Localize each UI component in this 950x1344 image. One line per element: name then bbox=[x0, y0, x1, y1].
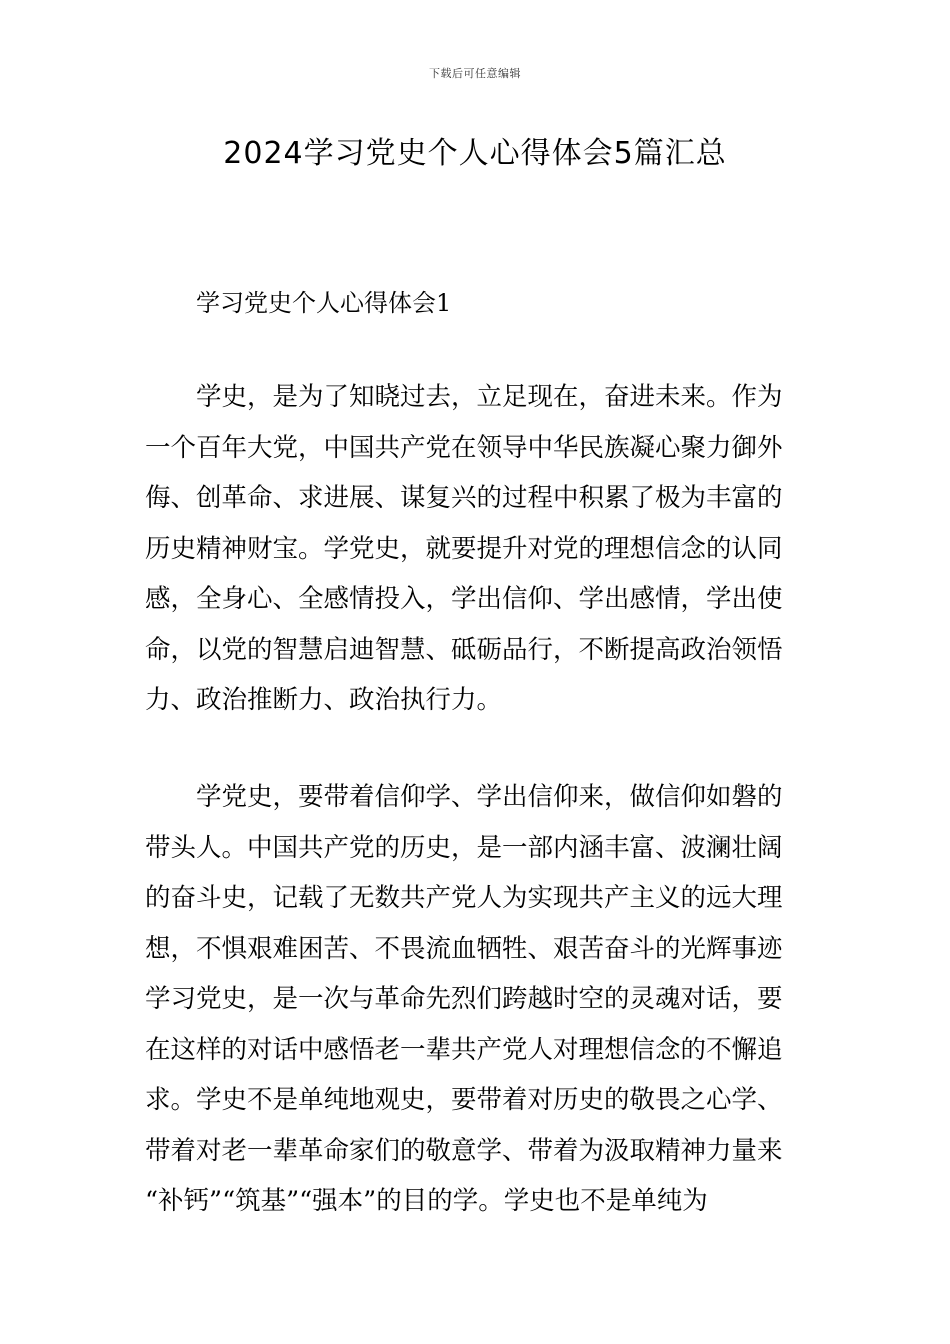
paragraph-line: “补钙”“筑基”“强本”的目的学。学史也不是单纯为 bbox=[145, 1186, 708, 1216]
section-heading: 学习党史个人心得体会1 bbox=[196, 289, 452, 317]
paragraph-line: 带着对老一辈革命家们的敬意学、带着为汲取精神力量来 bbox=[145, 1135, 783, 1166]
header-note: 下载后可任意编辑 bbox=[429, 67, 521, 80]
paragraph-line: 想，不惧艰难困苦、不畏流血牺牲、艰苦奋斗的光辉事迹 bbox=[145, 933, 783, 964]
paragraph-line: 历史精神财宝。学党史，就要提升对党的理想信念的认同 bbox=[145, 533, 783, 564]
paragraph-1 bbox=[145, 372, 810, 726]
paragraph-line: 侮、创革命、求进展、谋复兴的过程中积累了极为丰富的 bbox=[145, 483, 783, 513]
paragraph-line: 求。学史不是单纯地观史，要带着对历史的敬畏之心学、 bbox=[145, 1085, 783, 1115]
paragraph-line: 力、政治推断力、政治执行力。 bbox=[145, 685, 503, 715]
paragraph-line: 命，以党的智慧启迪智慧、砥砺品行，不断提高政治领悟 bbox=[145, 634, 783, 665]
paragraph-2 bbox=[145, 772, 810, 1227]
paragraph-line: 学史，是为了知晓过去，立足现在，奋进未来。作为 bbox=[196, 382, 783, 412]
paragraph-line: 一个百年大党，中国共产党在领导中华民族凝心聚力御外 bbox=[145, 432, 783, 463]
paragraph-line: 的奋斗史，记载了无数共产党人为实现共产主义的远大理 bbox=[145, 883, 783, 913]
paragraph-line: 在这样的对话中感悟老一辈共产党人对理想信念的不懈追 bbox=[145, 1034, 783, 1065]
paragraph-line: 带头人。中国共产党的历史，是一部内涵丰富、波澜壮阔 bbox=[145, 832, 783, 863]
paragraph-line: 感，全身心、全感情投入，学出信仰、学出感情，学出使 bbox=[145, 584, 783, 614]
paragraph-line: 学党史，要带着信仰学、学出信仰来，做信仰如磐的 bbox=[196, 782, 783, 812]
paragraph-line: 学习党史，是一次与革命先烈们跨越时空的灵魂对话，要 bbox=[145, 984, 783, 1014]
document-title: 2024学习党史个人心得体会5篇汇总 bbox=[223, 136, 727, 171]
